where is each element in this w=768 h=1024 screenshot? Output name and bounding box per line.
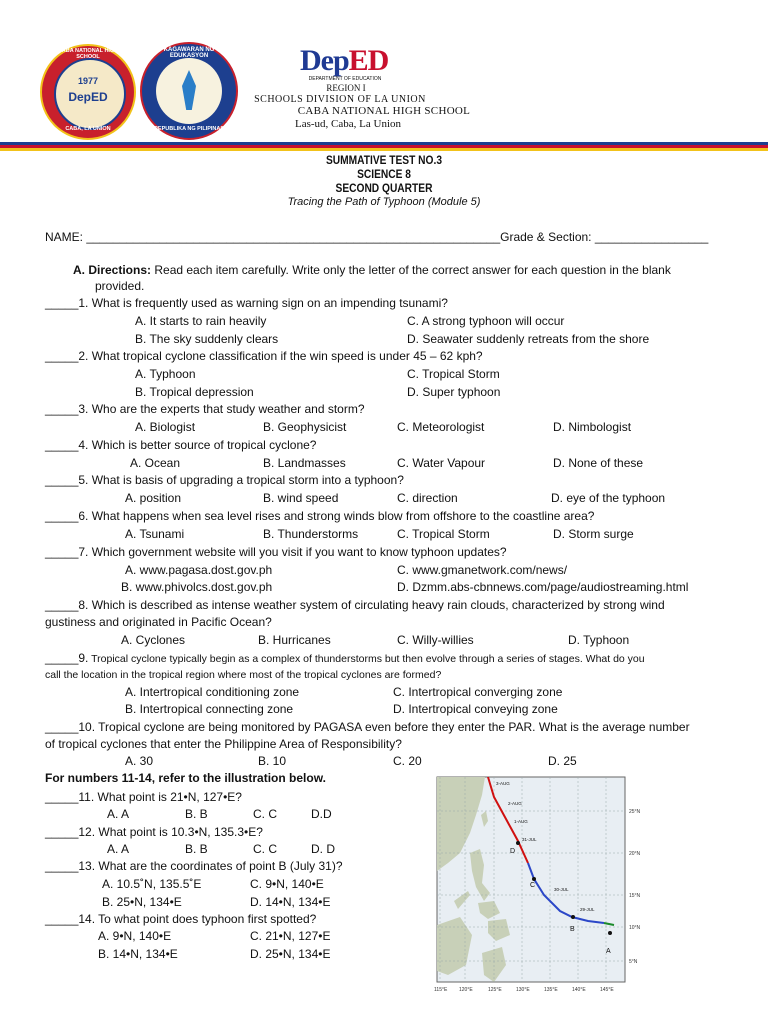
question-8-cont: gustiness and originated in Pacific Ocean? (45, 615, 272, 629)
lon-label: 115°E (434, 987, 448, 993)
date-label: 29-JUL (580, 907, 595, 912)
q12-option-a: A. A (107, 842, 130, 856)
school-address: Las-ud, Caba, La Union (295, 118, 401, 130)
seal2-top-text: KAGAWARAN NG EDUKASYON (163, 47, 215, 59)
question-10-cont: of tropical cyclones that enter the Philippine Area of Responsibility? (45, 737, 402, 751)
lon-label: 145°E (600, 987, 614, 993)
lon-label: 140°E (572, 987, 586, 993)
q6-option-d: D. Storm surge (553, 527, 634, 541)
q2-option-d: D. Super typhoon (407, 385, 501, 399)
lat-label: 10°N (629, 925, 641, 931)
question-9-cont: call the location in the tropical region where most of the tropical cyclones are formed? (45, 669, 442, 681)
q10-option-a: A. 30 (125, 754, 154, 768)
directions-text: Read each item carefully. Write only the letter of the correct answer for each question in the blank (151, 263, 671, 277)
lat-label: 15°N (629, 893, 641, 899)
q5-option-d: D. eye of the typhoon (551, 491, 666, 505)
q9-text: Tropical cyclone typically begin as a complex of thunderstorms but then evolve through a series of stages. What do you (88, 653, 645, 665)
q3-option-a: A. Biologist (135, 420, 196, 434)
q14-option-d: D. 25•N, 134•E (250, 947, 331, 961)
q3-option-c: C. Meteorologist (397, 420, 485, 434)
lat-label: 20°N (629, 851, 641, 857)
directions (73, 263, 671, 277)
question-8: _____8. Which is described as intense weather system of circulating heavy rain clouds, characterized by strong wind (45, 598, 665, 612)
q1-option-d: D. Seawater suddenly retreats from the shore (407, 332, 650, 346)
q4-option-d: D. None of these (553, 456, 644, 470)
q1-option-c: C. A strong typhoon will occur (407, 314, 565, 328)
question-1: _____1. What is frequently used as warning sign on an impending tsunami? (45, 296, 448, 310)
q13-option-d: D. 14•N, 134•E (250, 895, 331, 909)
q13-option-c: C. 9•N, 140•E (250, 877, 324, 891)
lon-label: 120°E (459, 987, 473, 993)
point-label: C (530, 882, 536, 889)
q13-option-b: B. 25•N, 134•E (102, 895, 182, 909)
date-label: 3-AUG (496, 781, 510, 786)
track-point (532, 877, 536, 881)
q14-option-b: B. 14•N, 134•E (98, 947, 178, 961)
q7-option-b: B. www.phivolcs.dost.gov.ph (121, 580, 273, 594)
q9-option-c: C. Intertropical converging zone (393, 685, 563, 699)
deped-logo (300, 44, 388, 78)
q5-option-b: B. wind speed (263, 491, 339, 505)
lon-label: 130°E (516, 987, 530, 993)
q6-option-a: A. Tsunami (125, 527, 185, 541)
q2-option-b: B. Tropical depression (135, 385, 254, 399)
q14-option-c: C. 21•N, 127•E (250, 929, 331, 943)
typhoon-track-map (410, 775, 655, 997)
q11-option-d: D.D (311, 807, 332, 821)
q3-option-d: D. Nimbologist (553, 420, 632, 434)
point-label: D (510, 848, 516, 855)
question-5: _____5. What is basis of upgrading a tropical storm into a typhoon? (45, 473, 404, 487)
deped-logo-dep: Dep (300, 44, 349, 77)
directions-label: A. Directions: (73, 263, 152, 277)
seal-year: 1977 (77, 76, 99, 86)
question-12: _____12. What point is 10.3•N, 135.3•E? (45, 825, 263, 839)
test-title: SUMMATIVE TEST NO.3 (326, 153, 442, 167)
school-name: CABA NATIONAL HIGH SCHOOL (297, 105, 471, 117)
lon-label: 125°E (488, 987, 502, 993)
region-label: REGION I (326, 83, 366, 93)
test-subtitle: Tracing the Path of Typhoon (Module 5) (287, 196, 481, 208)
q6-option-b: B. Thunderstorms (263, 527, 359, 541)
question-4: _____4. Which is better source of tropical cyclone? (45, 438, 317, 452)
q2-option-a: A. Typhoon (135, 367, 196, 381)
deped-logo-ed: ED (348, 44, 389, 77)
question-7: _____7. Which government website will you visit if you want to know typhoon updates? (45, 545, 507, 559)
q1-option-b: B. The sky suddenly clears (135, 332, 279, 346)
q8-option-c: C. Willy-willies (397, 633, 474, 647)
seal-top-text: CABA NATIONAL HIGH SCHOOL (57, 48, 119, 60)
q11-option-a: A. A (107, 807, 130, 821)
q9-option-a: A. Intertropical conditioning zone (125, 685, 300, 699)
q9-number: _____9. (45, 651, 89, 665)
question-9 (45, 651, 645, 665)
seal2-bottom-text: REPUBLIKA NG PILIPINAS (153, 126, 225, 132)
q4-option-b: B. Landmasses (263, 456, 346, 470)
question-14: _____14. To what point does typhoon first spotted? (45, 912, 317, 926)
q8-option-a: A. Cyclones (121, 633, 186, 647)
q10-option-b: B. 10 (258, 754, 287, 768)
q13-option-a: A. 10.5˚N, 135.5˚E (102, 877, 202, 891)
track-point (608, 931, 612, 935)
q10-option-c: C. 20 (393, 754, 422, 768)
lon-label: 135°E (544, 987, 558, 993)
q7-option-a: A. www.pagasa.dost.gov.ph (125, 563, 273, 577)
name-grade-line[interactable]: NAME: ______________________________________________________________Grade & Section: _________________ (45, 230, 709, 244)
subject-title: SCIENCE 8 (357, 167, 411, 181)
q12-option-b: B. B (185, 842, 208, 856)
quarter-title: SECOND QUARTER (335, 181, 433, 195)
directions-text-2: provided. (95, 279, 145, 293)
q10-option-d: D. 25 (548, 754, 577, 768)
lat-label: 25°N (629, 809, 641, 815)
q5-option-c: C. direction (397, 491, 458, 505)
q4-option-c: C. Water Vapour (397, 456, 486, 470)
date-label: 1-AUG (514, 819, 528, 824)
seal-bottom-text: CABA, LA UNION (65, 126, 111, 132)
track-point (516, 841, 520, 845)
question-6: _____6. What happens when sea level rises and strong winds blow from offshore to the coastline area? (45, 509, 595, 523)
question-11: _____11. What point is 21•N, 127•E? (45, 790, 242, 804)
q1-option-a: A. It starts to rain heavily (135, 314, 267, 328)
question-10: _____10. Tropical cyclone are being monitored by PAGASA even before they enter the PAR. What is the average number (45, 720, 690, 734)
point-label: B (570, 926, 575, 933)
date-label: 2-AUG (508, 801, 522, 806)
q12-option-c: C. C (253, 842, 277, 856)
q7-option-d: D. Dzmm.abs-cbnnews.com/page/audiostreaming.html (397, 580, 689, 594)
q11-option-c: C. C (253, 807, 277, 821)
lat-label: 5°N (629, 959, 638, 965)
illustration-note: For numbers 11-14, refer to the illustration below. (45, 771, 326, 785)
q7-option-c: C. www.gmanetwork.com/news/ (397, 563, 568, 577)
q12-option-d: D. D (311, 842, 335, 856)
q2-option-c: C. Tropical Storm (407, 367, 500, 381)
q6-option-c: C. Tropical Storm (397, 527, 490, 541)
point-label: A (606, 948, 611, 955)
question-3: _____3. Who are the experts that study weather and storm? (45, 402, 365, 416)
track-point (571, 915, 575, 919)
date-label: 30-JUL (554, 887, 569, 892)
q9-option-b: B. Intertropical connecting zone (125, 702, 294, 716)
seal-center-text: DepED (68, 90, 108, 104)
division-label: SCHOOLS DIVISION OF LA UNION (254, 94, 426, 105)
q3-option-b: B. Geophysicist (263, 420, 347, 434)
q9-option-d: D. Intertropical conveying zone (393, 702, 558, 716)
q5-option-a: A. position (125, 491, 182, 505)
q14-option-a: A. 9•N, 140•E (98, 929, 172, 943)
question-13: _____13. What are the coordinates of point B (July 31)? (45, 859, 343, 873)
q8-option-d: D. Typhoon (568, 633, 630, 647)
date-label: 31-JUL (522, 837, 537, 842)
q11-option-b: B. B (185, 807, 208, 821)
deped-dept: DEPARTMENT OF EDUCATION (308, 76, 382, 82)
q8-option-b: B. Hurricanes (258, 633, 331, 647)
question-2: _____2. What tropical cyclone classification if the win speed is under 45 – 62 kph? (45, 349, 483, 363)
q4-option-a: A. Ocean (130, 456, 181, 470)
